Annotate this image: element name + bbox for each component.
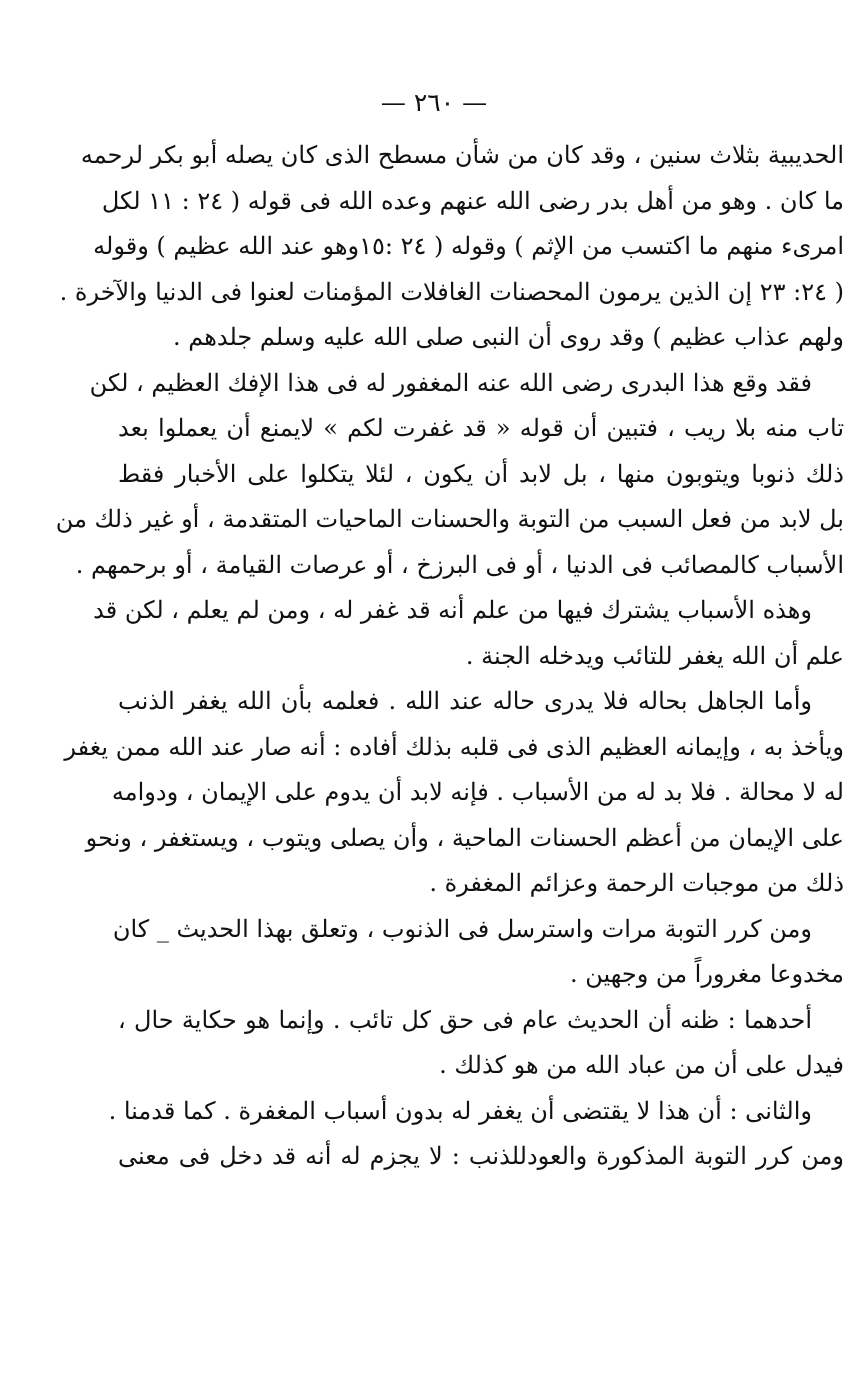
text-line: فقد وقع هذا البدرى رضى الله عنه المغفور له فى هذا الإفك العظيم ، لكن [89,368,812,397]
text-line: وأما الجاهل بحاله فلا يدرى حاله عند الله . فعلمه بأن الله يغفر الذنب [118,687,812,715]
text-line: ويأخذ به ، وإيمانه العظيم الذى فى قلبه بذلك أفاده : أنه صار عند الله ممن يغفر [64,732,844,761]
text-line: ولهم عذاب عظيم ) وقد روى أن النبى صلى الله عليه وسلم جلدهم . [172,323,844,351]
text-line: تاب منه بلا ريب ، فتبين أن قوله « قد غفرت لكم » لايمنع أن يعملوا بعد [118,414,844,442]
text-line: امرىء منهم ما اكتسب من الإثم ) وقوله ( ٢٤ :١٥وهو عند الله عظيم ) وقوله [93,232,844,260]
text-line: ومن كرر التوبة مرات واسترسل فى الذنوب ، وتعلق بهذا الحديث _ كان [112,914,812,943]
text-line: له لا محالة . فلا بد له من الأسباب . فإنه لابد أن يدوم على الإيمان ، ودوامه [111,778,844,806]
text-line: بل لابد من فعل السبب من التوبة والحسنات الماحيات المتقدمة ، أو غير ذلك من [55,505,844,533]
text-line: الأسباب كالمصائب فى الدنيا ، أو فى البرزخ ، أو عرصات القيامة ، أو برحمهم . [75,550,844,579]
text-line: على الإيمان من أعظم الحسنات الماحية ، وأن يصلى ويتوب ، ويستغفر ، ونحو [85,823,844,852]
text-line: الحديبية بثلاث سنين ، وقد كان من شأن مسطح الذى كان يصله أبو بكر لرحمه [80,141,844,169]
text-line: ذلك ذنوبا ويتوبون منها ، بل لابد أن يكون ، لئلا يتكلوا على الأخبار فقط [118,459,844,488]
text-line: مخدوعا مغروراً من وجهين . [570,960,844,988]
text-line: ذلك من موجبات الرحمة وعزائم المغفرة . [429,869,844,897]
text-line: والثانى : أن هذا لا يقتضى أن يغفر له بدون أسباب المغفرة . كما قدمنا . [108,1096,812,1125]
body-text [55,140,844,1187]
page-number: — ٢٦٠ — [380,88,488,117]
text-line: ( ٢٤: ٢٣ إن الذين يرمون المحصنات الغافلات المؤمنات لعنوا فى الدنيا والآخرة . [59,277,844,306]
text-line: علم أن الله يغفر للتائب ويدخله الجنة . [465,641,844,670]
text-line: ومن كرر التوبة المذكورة والعودللذنب : لا يجزم له أنه قد دخل فى معنى [118,1142,844,1170]
text-line: أحدهما : ظنه أن الحديث عام فى حق كل تائب . وإنما هو حكاية حال ، [118,1005,812,1034]
text-line: وهذه الأسباب يشترك فيها من علم أنه قد غفر له ، ومن لم يعلم ، لكن قد [93,596,812,624]
text-line: فيدل على أن من عباد الله من هو كذلك . [439,1051,844,1079]
text-line: ما كان . وهو من أهل بدر رضى الله عنهم وعده الله فى قوله ( ٢٤ : ١١ لكل [101,186,844,215]
